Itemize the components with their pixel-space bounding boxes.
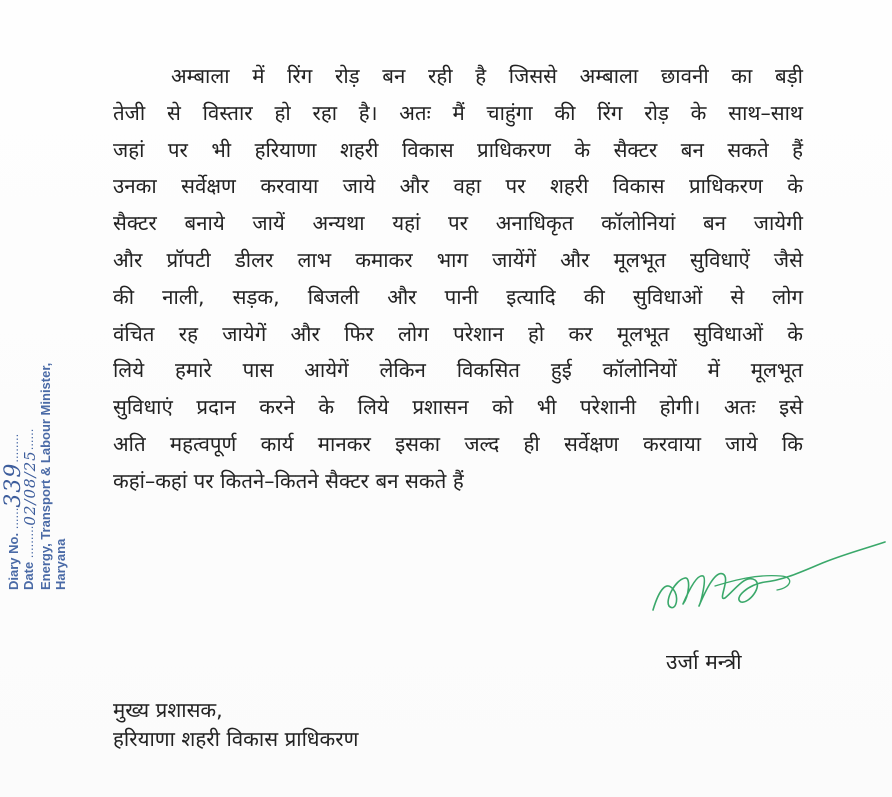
stamp-date-value: 02/08/25 <box>21 450 39 526</box>
stamp-diary-number: 339 <box>1 462 26 508</box>
handwritten-signature <box>645 540 890 625</box>
body-line: कहां–कहां पर कितने–कितने सैक्टर बन सकते हैं <box>113 468 464 493</box>
addressee-designation: मुख्य प्रशासक, <box>113 698 223 722</box>
body-line: जहां पर भी हरियाणा शहरी विकास प्राधिकरण के सैक्टर बन सकते हैं <box>113 137 803 162</box>
body-line: तेजी से विस्तार हो रहा है। अतः मैं चाहुंगा की रिंग रोड़ के साथ–साथ <box>113 100 803 125</box>
body-line: अति महत्वपूर्ण कार्य मानकर इसका जल्द ही सर्वेक्षण करवाया जाये कि <box>113 431 803 456</box>
body-line: अम्बाला में रिंग रोड़ बन रही है जिससे अम्बाला छावनी का बड़ी <box>171 64 803 88</box>
body-line: सैक्टर बनाये जायें अन्यथा यहां पर अनाधिकृत कॉलोनियां बन जायेगी <box>113 211 803 236</box>
addressee-organization: हरियाणा शहरी विकास प्राधिकरण <box>113 727 359 751</box>
letter-body <box>113 58 803 500</box>
stamp-office-line: Energy, Transport & Labour Minister, <box>38 362 53 590</box>
body-line: सुविधाएं प्रदान करने के लिये प्रशासन को भी परेशानी होगी। अतः इसे <box>113 395 803 420</box>
stamp-diary-label: Diary No. <box>6 532 21 590</box>
body-line: लिये हमारे पास आयेगें लेकिन विकसित हुई कॉलोनियों में मूलभूत <box>113 358 803 383</box>
stamp-diary-line: Diary No. ......339........ <box>1 433 26 590</box>
stamp-date-line: Date .........02/08/25...... <box>21 428 39 590</box>
diary-stamp <box>1 300 86 590</box>
addressee-block <box>113 696 358 754</box>
body-line: उनका सर्वेक्षण करवाया जाये और वहा पर शहरी विकास प्राधिकरण के <box>113 174 803 199</box>
signer-title: उर्जा मन्त्री <box>666 650 742 674</box>
stamp-office-state: Haryana <box>53 538 68 590</box>
body-line: वंचित रह जायेगें और फिर लोग परेशान हो कर मूलभूत सुविधाओं के <box>113 321 803 346</box>
stamp-date-label: Date <box>21 561 36 590</box>
body-line: और प्रॉपटी डीलर लाभ कमाकर भाग जायेंगें और मूलभूत सुविधाऐं जैसे <box>113 247 803 272</box>
body-line: की नाली, सड़क, बिजली और पानी इत्यादि की सुविधाओं से लोग <box>113 284 803 309</box>
